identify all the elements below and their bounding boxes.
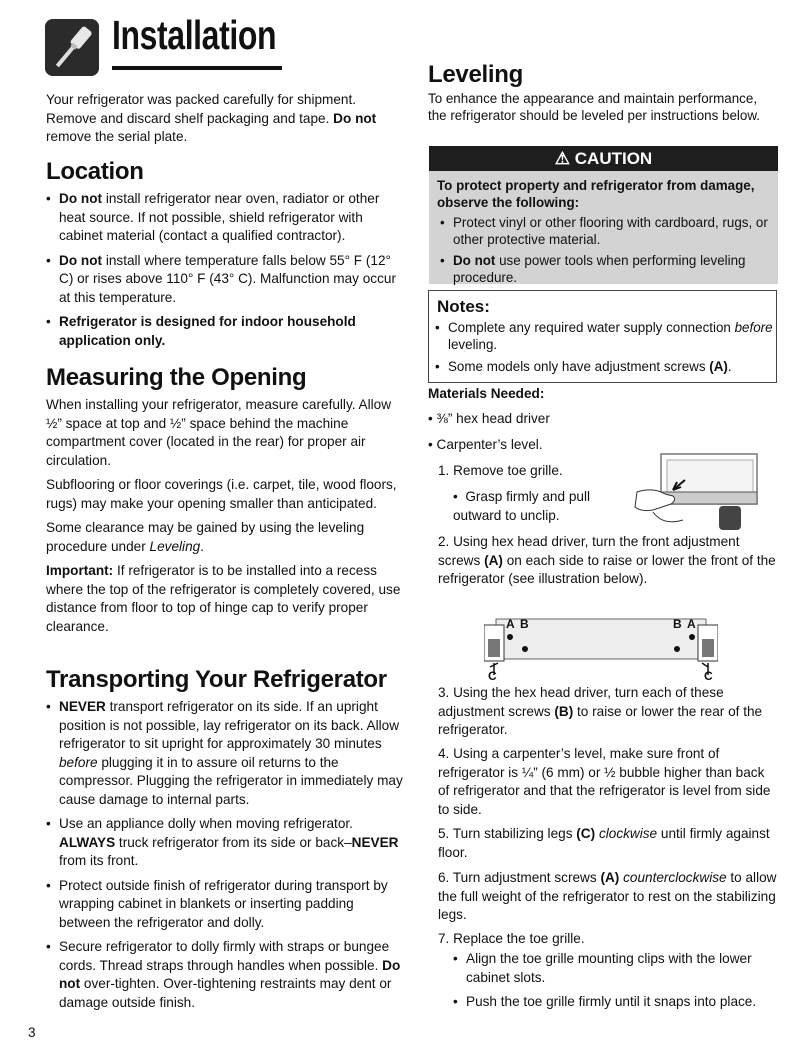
step-5: 5. Turn stabilizing legs (C) clockwise until firmly against floor. bbox=[438, 826, 770, 860]
list-item: • Refrigerator is designed for indoor household application only. bbox=[46, 313, 403, 350]
warning-icon: ⚠ bbox=[554, 149, 571, 168]
notes-heading: Notes: bbox=[437, 297, 490, 316]
location-heading: Location bbox=[46, 158, 144, 185]
leveling-legs-diagram bbox=[484, 615, 718, 685]
list-item: • Do not install where temperature falls below 55° F (12° C) or rises above 110° F (43° C). Malfunction may occur at this temperature. bbox=[46, 252, 403, 308]
step-7-list bbox=[453, 950, 778, 1012]
step-1: 1. Remove toe grille. bbox=[438, 463, 563, 478]
measuring-p1: When installing your refrigerator, measure carefully. Allow ½” space at top and ½” space behind the machine compartment cover (located in the rear) for proper air circulation. bbox=[46, 397, 392, 468]
step-1-bullet: • Grasp firmly and pull outward to unclip. bbox=[453, 489, 590, 523]
caution-box bbox=[429, 146, 778, 284]
list-item: • Protect outside finish of refrigerator during transport by wrapping cabinet in blankets or inserting padding between the refrigerator and dolly. bbox=[46, 877, 403, 933]
title-rule bbox=[112, 66, 282, 70]
intro-paragraph: Your refrigerator was packed carefully for shipment. Remove and discard shelf packaging and tape. Do not remove the serial plate. bbox=[46, 92, 377, 144]
list-item: • Protect vinyl or other flooring with cardboard, rugs, or other protective material. bbox=[440, 214, 770, 248]
list-item: • Secure refrigerator to dolly firmly with straps or bungee cords. Thread straps through handles when possible. Do not over-tighten. Over-tightening restraints may dent or damage outside finish. bbox=[46, 938, 403, 1012]
measuring-heading: Measuring the Opening bbox=[46, 364, 307, 391]
label-c-right: C bbox=[704, 669, 713, 683]
caution-header: ⚠ CAUTION bbox=[429, 146, 778, 171]
page-title: Installation bbox=[112, 12, 277, 58]
step-7: 7. Replace the toe grille. bbox=[438, 931, 585, 946]
measuring-text bbox=[46, 396, 403, 636]
step-2: 2. Using hex head driver, turn the front adjustment screws (A) on each side to raise or lower the front of the refrigerator (see illustration below). bbox=[438, 534, 776, 586]
list-item: • Use an appliance dolly when moving refrigerator. ALWAYS truck refrigerator from its side or back–NEVER from its front. bbox=[46, 815, 403, 871]
materials-heading: Materials Needed: bbox=[428, 386, 545, 401]
step-4: 4. Using a carpenter’s level, make sure front of refrigerator is ¼” (6 mm) or ½ bubble higher than back of refrigerator and that the refrigerator is level from side to side. bbox=[438, 746, 771, 817]
screwdriver-icon bbox=[45, 19, 99, 76]
list-item: • NEVER transport refrigerator on its side. If an upright position is not possible, lay refrigerator on its back. Allow refrigerator to sit upright for approximately 30 minutes before plugging it in to assure oil returns to the compressor. Plugging the refrigerator in immediately may cause damage to internal parts. bbox=[46, 698, 403, 809]
list-item: • Push the toe grille firmly until it snaps into place. bbox=[453, 993, 778, 1012]
list-item: • Do not install refrigerator near oven, radiator or other heat source. If not possible, shield refrigerator with cabinet material (contact a qualified contractor). bbox=[46, 190, 403, 246]
label-b-right: B bbox=[673, 617, 682, 631]
leveling-intro: To enhance the appearance and maintain performance, the refrigerator should be leveled per instructions below. bbox=[428, 91, 760, 123]
list-item: • Complete any required water supply connection before leveling. bbox=[435, 319, 776, 353]
materials-item-2: • Carpenter’s level. bbox=[428, 437, 543, 452]
caution-lead: To protect property and refrigerator from damage, observe the following: bbox=[437, 178, 755, 210]
notes-box bbox=[428, 290, 777, 383]
list-item: • Some models only have adjustment screws (A). bbox=[435, 358, 776, 375]
label-a-left: A bbox=[506, 617, 515, 631]
measuring-p2: Subflooring or floor coverings (i.e. carpet, tile, wood floors, rugs) may make your opening smaller than anticipated. bbox=[46, 477, 397, 511]
measuring-p3: Some clearance may be gained by using the leveling procedure under Leveling. bbox=[46, 520, 365, 554]
materials-item-1: • ⅜” hex head driver bbox=[428, 411, 550, 426]
transport-list bbox=[46, 698, 403, 1012]
list-item: • Align the toe grille mounting clips with the lower cabinet slots. bbox=[453, 950, 778, 987]
notes-list bbox=[429, 319, 776, 375]
transport-heading: Transporting Your Refrigerator bbox=[46, 666, 387, 693]
label-b-left: B bbox=[520, 617, 529, 631]
caution-body bbox=[429, 171, 778, 292]
page-number: 3 bbox=[28, 1025, 36, 1040]
label-c-left: C bbox=[488, 669, 497, 683]
toe-grille-illustration bbox=[633, 452, 760, 537]
list-item: • Do not use power tools when performing leveling procedure. bbox=[440, 252, 770, 286]
step-6: 6. Turn adjustment screws (A) counterclockwise to allow the full weight of the refrigerator to rest on the stabilizing legs. bbox=[438, 870, 777, 922]
measuring-p4: Important: If refrigerator is to be installed into a recess where the top of the refrigerator is completely covered, use distance from floor to top of hinge cap to verify proper clearance. bbox=[46, 563, 401, 634]
label-a-right: A bbox=[687, 617, 696, 631]
caution-list bbox=[437, 214, 770, 286]
leveling-heading: Leveling bbox=[428, 61, 523, 88]
location-list bbox=[46, 190, 403, 350]
step-3: 3. Using the hex head driver, turn each of these adjustment screws (B) to raise or lower the rear of the refrigerator. bbox=[438, 685, 763, 737]
